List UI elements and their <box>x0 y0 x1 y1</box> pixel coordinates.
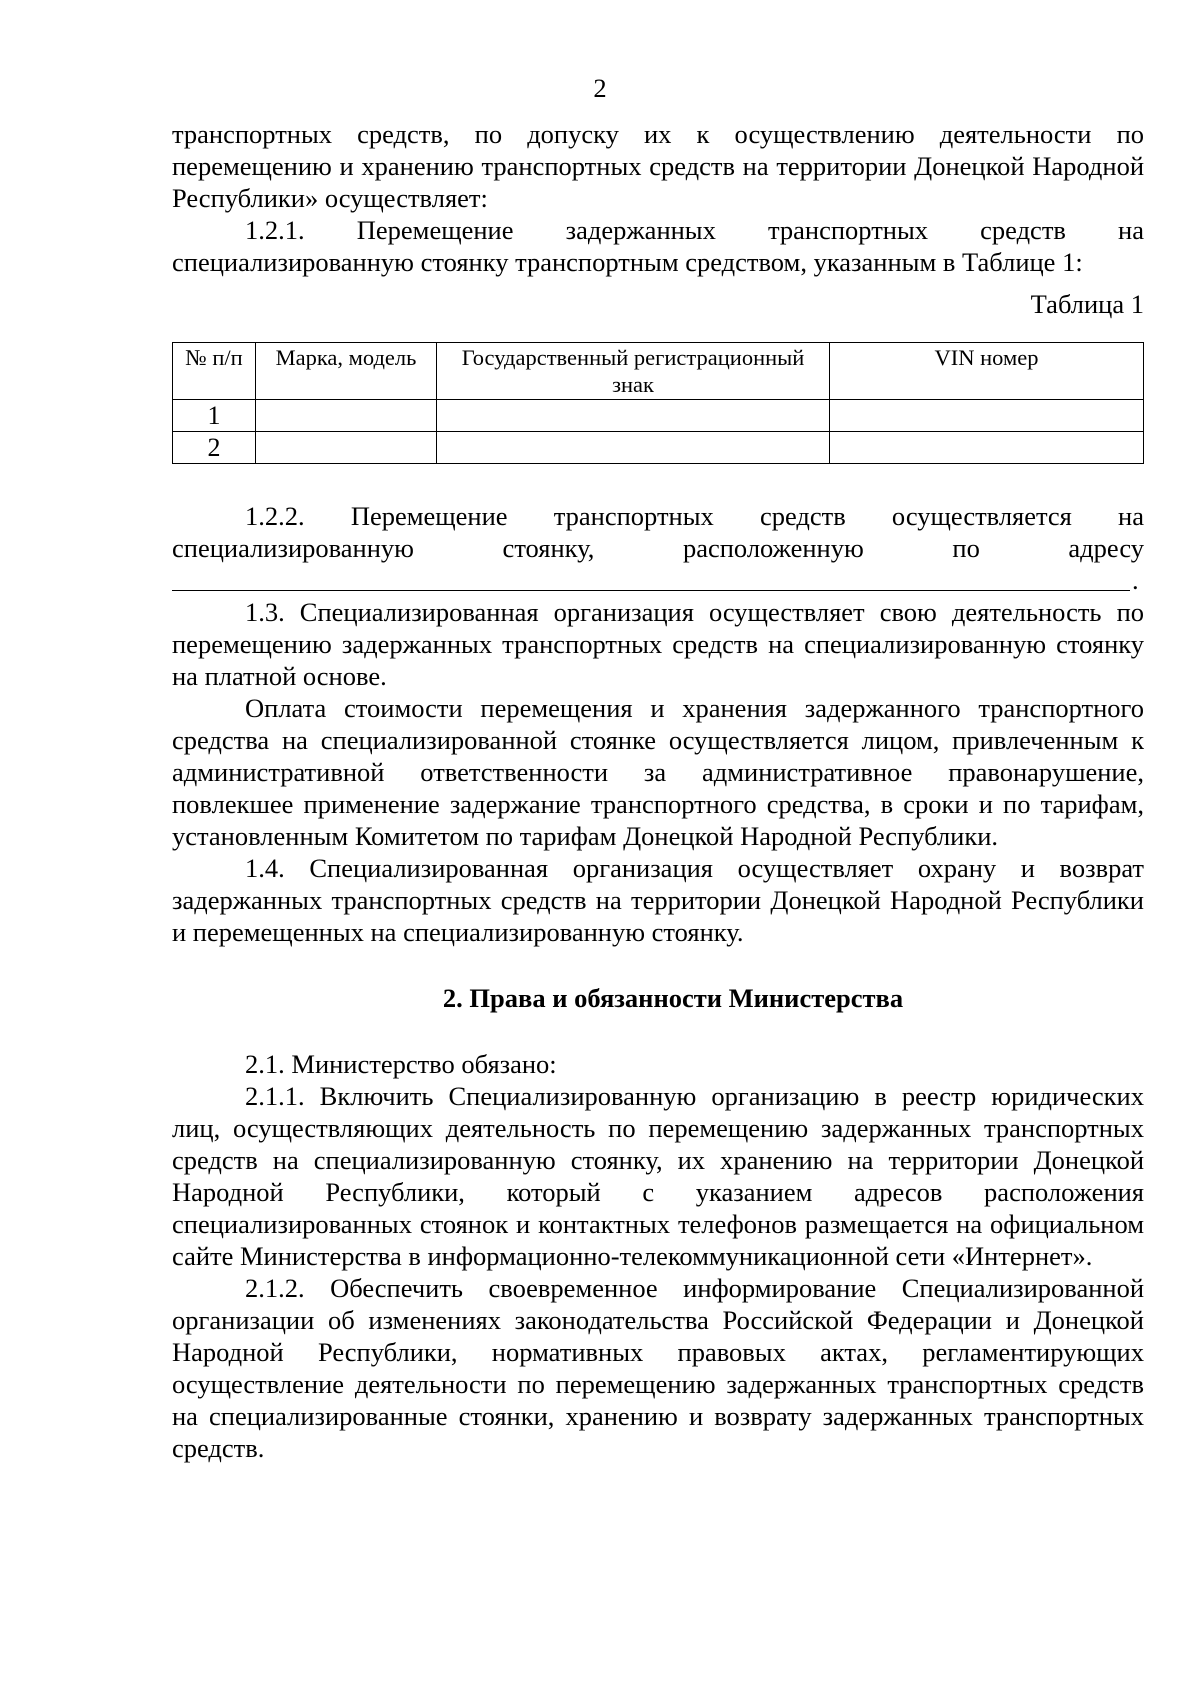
header-registration-plate: Государственный регистрационный знак <box>437 343 830 400</box>
spacer <box>172 464 1144 500</box>
table-cell <box>256 400 437 432</box>
clause-1-2-2: 1.2.2. Перемещение транспортных средств осуществляется на специализированную стоянку, расположенную по адресу <box>172 501 1144 563</box>
table-caption: Таблица 1 <box>1030 289 1144 319</box>
header-number: № п/п <box>173 343 256 400</box>
clause-1-3: 1.3. Специализированная организация осуществляет свою деятельность по перемещению задержанных транспортных средств на специализированную стоянку на платной основе. <box>172 597 1144 691</box>
section-2-heading: 2. Права и обязанности Министерства <box>442 983 904 1013</box>
document-body <box>172 118 1144 1464</box>
vehicle-table <box>172 342 1144 464</box>
clause-1-2-1: 1.2.1. Перемещение задержанных транспортных средств на специализированную стоянку транспортным средством, указанным в Таблице 1: <box>172 215 1144 277</box>
intro-paragraph: транспортных средств, по допуску их к осуществлению деятельности по перемещению и хранению транспортных средств на территории Донецкой Народной Республики» осуществляет: <box>172 119 1144 213</box>
header-vin: VIN номер <box>830 343 1144 400</box>
table-cell <box>830 432 1144 464</box>
table-cell: 2 <box>173 432 256 464</box>
clause-1-3-payment: Оплата стоимости перемещения и хранения задержанного транспортного средства на специализированной стоянке осуществляется лицом, привлеченным к административной ответственности за административное правонарушение, повлекшее применение задержание транспортного средства, в сроки и по тарифам, установленным Комитетом по тарифам Донецкой Народной Республики. <box>172 693 1144 851</box>
table-header-row <box>173 343 1144 400</box>
table-cell <box>830 400 1144 432</box>
table-row <box>173 432 1144 464</box>
address-blank-line <box>172 564 1144 596</box>
table-cell: 1 <box>173 400 256 432</box>
page-number: 2 <box>593 73 607 103</box>
table-cell <box>256 432 437 464</box>
address-line-end: . <box>1132 565 1139 595</box>
table-cell <box>437 432 830 464</box>
clause-1-4: 1.4. Специализированная организация осуществляет охрану и возврат задержанных транспортных средств на территории Донецкой Народной Республики и перемещенных на специализированную стоянку. <box>172 853 1144 947</box>
clause-2-1-2: 2.1.2. Обеспечить своевременное информирование Специализированной организации об изменениях законодательства Российской Федерации и Донецкой Народной Республики, нормативных правовых актах, регламентирующих осуществление деятельности по перемещению задержанных транспортных средств на специализированные стоянки, хранению и возврату задержанных транспортных средств. <box>172 1273 1144 1463</box>
table-cell <box>437 400 830 432</box>
fill-in-rule <box>172 590 1130 591</box>
clause-2-1-1: 2.1.1. Включить Специализированную организацию в реестр юридических лиц, осуществляющих деятельность по перемещению задержанных транспортных средств на специализированную стоянку, их хранению на территории Донецкой Народной Республики, который с указанием адресов расположения специализированных стоянок и контактных телефонов размещается на официальном сайте Министерства в информационно-телекоммуникационной сети «Интернет». <box>172 1081 1144 1271</box>
clause-2-1: 2.1. Министерство обязано: <box>245 1049 557 1079</box>
header-brand-model: Марка, модель <box>256 343 437 400</box>
table-row <box>173 400 1144 432</box>
